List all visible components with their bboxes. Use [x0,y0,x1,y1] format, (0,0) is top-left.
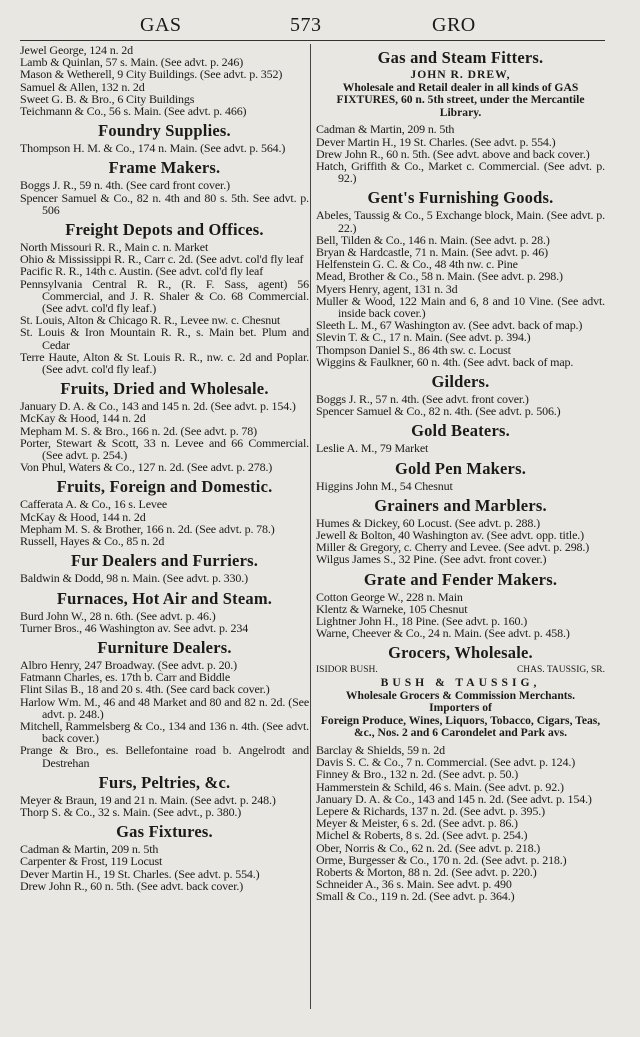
directory-entry: Lightner John H., 18 Pine. (See advt. p. 160.) [316,614,528,629]
directory-entry: Drew John R., 60 n. 5th. (See advt. above and back cover.) [316,146,590,161]
directory-entry: Samuel & Allen, 132 n. 2d [20,79,145,94]
directory-entry: Spencer Samuel & Co., 82 n. 4th. (See advt. p. 506.) [316,404,561,419]
directory-entry: Slevin T. & C., 17 n. Main. (See advt. p. 394.) [316,330,531,345]
directory-entry: Helfenstein G. C. & Co., 48 4th nw. c. Pine [316,257,518,272]
directory-entry: Cafferata A. & Co., 16 s. Levee [20,497,168,512]
directory-entry: Finney & Bro., 132 n. 2d. (See advt. p. 50.) [316,767,519,782]
directory-entry: Spencer Samuel & Co., 82 n. 4th and 80 s. 5th. See advt. p. 506 [20,190,309,217]
directory-entry: Bell, Tilden & Co., 146 n. Main. (See advt. p. 28.) [316,232,550,247]
directory-entry: Thompson H. M. & Co., 174 n. Main. (See advt. p. 564.) [20,141,286,156]
directory-entry: Meyer & Braun, 19 and 21 n. Main. (See advt. p. 248.) [20,792,276,807]
entry-list [316,744,605,903]
directory-entry: Michel & Roberts, 8 s. 2d. (See advt. p. 254.) [316,828,528,843]
section-heading: Freight Depots and Offices. [65,220,264,240]
directory-entry: Meyer & Meister, 6 s. 2d. (See advt. p. 86.) [316,816,518,831]
section-heading: Grate and Fender Makers. [363,569,558,589]
directory-entry: Cotton George W., 228 n. Main [316,589,463,604]
section-heading: Gas and Steam Fitters. [377,48,544,67]
entry-list [316,517,605,566]
directory-entry: Burd John W., 28 n. 6th. (See advt. p. 46.) [20,608,216,623]
directory-entry: January D. A. & Co., 143 and 145 n. 2d. (See advt. p. 154.) [316,791,592,806]
right-column [316,44,605,903]
directory-entry: Thompson Daniel S., 86 4th sw. c. Locust [316,342,511,357]
directory-entry: January D. A. & Co., 143 and 145 n. 2d. (See advt. p. 154.) [20,399,296,414]
entry-list [316,480,605,492]
section-heading: Grainers and Marblers. [374,495,547,515]
page-header [20,12,605,41]
section-heading: Gent's Furnishing Goods. [367,188,554,208]
entry-list [20,659,309,769]
advertisement [316,69,605,119]
directory-entry: Albro Henry, 247 Broadway. (See advt. p. 20.) [20,657,237,672]
directory-entry: Roberts & Morton, 88 n. 2d. (See advt. p. 220.) [316,865,537,880]
ad-line: Wholesale and Retail dealer in all kinds of GAS FIXTURES, 60 n. 5th street, under the Mercantile Library. [336,80,585,119]
entry-list [20,610,309,634]
directory-entry: Humes & Dickey, 60 Locust. (See advt. p. 288.) [316,515,540,530]
directory-entry: Wiggins & Faulkner, 60 n. 4th. (See advt. back of map. [316,354,574,369]
entry-list [20,400,309,473]
directory-entry: Mitchell, Rammelsberg & Co., 134 and 136 n. 4th. (See advt. back cover.) [20,718,309,746]
section-heading: Gas Fixtures. [116,822,213,842]
entry-list [20,179,309,216]
directory-entry: Myers Henry, agent, 131 n. 3d [316,281,458,296]
entry-list [20,44,309,117]
directory-entry: Mepham M. S. & Bro., 166 n. 2d. (See advt. p. 78) [20,423,257,438]
section-heading: Furs, Peltries, &c. [98,772,231,792]
ad-proprietor: ISIDOR BUSH. [316,665,378,676]
entry-list [316,591,605,640]
directory-entry: Von Phul, Waters & Co., 127 n. 2d. (See advt. p. 278.) [20,460,273,475]
ad-proprietor: CHAS. TAUSSIG, SR. [516,665,605,676]
directory-entry: Ohio & Mississippi R. R., Carr c. 2d. (See advt. col'd fly leaf [20,252,304,267]
section-heading: Furnaces, Hot Air and Steam. [56,588,273,608]
directory-entry: Lamb & Quinlan, 57 s. Main. (See advt. p. 246) [20,55,244,70]
entry-list [20,498,309,547]
directory-entry: Warne, Cheever & Co., 24 n. Main. (See advt. p. 458.) [316,626,570,641]
ad-line: Wholesale Grocers & Commission Merchants. [345,688,576,702]
directory-entry: McKay & Hood, 144 n. 2d [20,411,146,426]
directory-entry: Orme, Burgesser & Co., 170 n. 2d. (See advt. p. 218.) [316,852,567,867]
left-column [20,44,309,892]
directory-entry: Boggs J. R., 57 n. 4th. (See advt. front cover.) [316,392,529,407]
directory-entry: Bryan & Hardcastle, 71 n. Main. (See advt. p. 46) [316,245,548,259]
section-heading: Foundry Supplies. [98,121,231,141]
directory-entry: Teichmann & Co., 56 s. Main. (See advt. p. 466) [20,104,247,119]
directory-entry: Hatch, Griffith & Co., Market c. Commercial. (See advt. p. 92.) [316,158,605,186]
directory-entry: Fatmann Charles, es. 17th b. Carr and Biddle [20,670,231,685]
directory-entry: Davis S. C. & Co., 7 n. Commercial. (See advt. p. 124.) [316,755,576,770]
entry-list [20,241,309,375]
directory-entry: Muller & Wood, 122 Main and 6, 8 and 10 Vine. (See advt. inside back cover.) [316,293,605,321]
directory-entry: Jewell & Bolton, 40 Washington av. (See advt. opp. title.) [316,528,584,543]
directory-entry: Lepere & Richards, 137 n. 2d. (See advt. p. 395.) [316,804,545,819]
directory-entry: Wilgus James S., 32 Pine. (See advt. front cover.) [316,552,547,567]
section-heading: Grocers, Wholesale. [388,643,533,663]
directory-entry: Ober, Norris & Co., 62 n. 2d. (See advt. p. 218.) [316,840,541,855]
directory-entry: Barclay & Shields, 59 n. 2d [316,743,445,758]
section-heading: Fruits, Dried and Wholesale. [60,379,269,399]
directory-entry: Prange & Bro., es. Bellefontaine road b. Angelrodt and Destrehan [20,743,309,770]
entry-list [20,142,309,154]
entry-list [20,794,309,818]
section-heading: Frame Makers. [108,158,221,178]
header-right-guide-word: GRO [432,14,476,36]
directory-entry: Klentz & Warneke, 105 Chesnut [316,601,468,616]
directory-entry: Mepham M. S. & Brother, 166 n. 2d. (See advt. p. 78.) [20,521,275,536]
directory-entry: Cadman & Martin, 209 n. 5th [20,842,159,857]
directory-entry: Schneider A., 36 s. Main. See advt. p. 490 [316,877,512,892]
directory-entry: Boggs J. R., 59 n. 4th. (See card front cover.) [20,178,230,193]
directory-entry: Cadman & Martin, 209 n. 5th [316,122,455,137]
header-left-guide-word: GAS [140,14,182,36]
directory-entry: McKay & Hood, 144 n. 2d [20,509,146,524]
directory-entry: Mead, Brother & Co., 58 n. Main. (See advt. p. 298.) [316,269,563,284]
directory-entry: Jewel George, 124 n. 2d [20,43,133,57]
directory-entry: Pennsylvania Central R. R., (R. F. Sass, agent) 56 Commercial, and J. R. Shaler & Co. 68 Commercial. (See advt. col'd fly leaf.) [20,276,309,316]
directory-entry: Dever Martin H., 19 St. Charles. (See advt. p. 554.) [20,866,260,881]
entry-list [316,393,605,417]
ad-line: Importers of [429,701,492,715]
ad-line: Foreign Produce, Wines, Liquors, Tobacco, Cigars, Teas, &c., Nos. 2 and 6 Carondelet and Park avs. [320,713,601,740]
entry-list [316,123,605,184]
ad-line: JOHN R. DREW, [410,68,511,81]
directory-entry: Turner Bros., 46 Washington av. See advt. p. 234 [20,620,249,635]
directory-entry: St. Louis & Iron Mountain R. R., s. Main bet. Plum and Cedar [20,325,309,352]
directory-entry: Miller & Gregory, c. Cherry and Levee. (See advt. p. 298.) [316,540,590,555]
directory-entry: St. Louis, Alton & Chicago R. R., Levee nw. c. Chesnut [20,313,281,328]
ad-line: BUSH & TAUSSIG, [380,676,541,690]
page-number: 573 [290,14,322,36]
directory-entry: Terre Haute, Alton & St. Louis R. R., nw. c. 2d and Poplar. (See advt. col'd fly leaf.) [20,349,309,377]
section-heading: Furniture Dealers. [97,637,232,657]
directory-entry: Carpenter & Frost, 119 Locust [20,854,163,869]
directory-entry: Pacific R. R., 14th c. Austin. (See advt. col'd fly leaf [20,264,264,279]
directory-entry: Sleeth L. M., 67 Washington av. (See advt. back of map.) [316,318,583,333]
section-heading: Gold Pen Makers. [394,458,527,478]
directory-entry: Sweet G. B. & Bro., 6 City Buildings [20,91,195,106]
section-heading: Fruits, Foreign and Domestic. [56,477,273,497]
entry-list [316,209,605,368]
entry-list [316,442,605,454]
section-heading: Gilders. [431,372,490,392]
directory-entry: Drew John R., 60 n. 5th. (See advt. back cover.) [20,878,244,893]
column-divider [310,44,311,1009]
section-heading: Fur Dealers and Furriers. [70,551,259,571]
directory-entry: Small & Co., 119 n. 2d. (See advt. p. 364.) [316,889,515,904]
directory-entry: Russell, Hayes & Co., 85 n. 2d [20,534,165,549]
directory-entry: Dever Martin H., 19 St. Charles. (See advt. p. 554.) [316,134,556,149]
entry-list [20,843,309,892]
directory-entry: Abeles, Taussig & Co., 5 Exchange block, Main. (See advt. p. 22.) [316,208,605,235]
directory-entry: Mason & Wetherell, 9 City Buildings. (See advt. p. 352) [20,67,283,82]
directory-entry: Leslie A. M., 79 Market [316,441,429,456]
directory-entry: Thorp S. & Co., 32 s. Main. (See advt., p. 380.) [20,804,242,819]
directory-entry: Harlow Wm. M., 46 and 48 Market and 80 and 82 n. 2d. (See advt. p. 248.) [20,694,309,721]
section-heading: Gold Beaters. [411,421,510,441]
directory-entry: North Missouri R. R., Main c. n. Market [20,240,209,255]
advertisement [316,664,605,740]
entry-list [20,572,309,584]
directory-entry: Hammerstein & Schild, 46 s. Main. (See advt. p. 92.) [316,779,564,794]
directory-entry: Baldwin & Dodd, 98 n. Main. (See advt. p. 330.) [20,571,248,586]
directory-entry: Higgins John M., 54 Chesnut [316,478,453,493]
directory-entry: Porter, Stewart & Scott, 33 n. Levee and 66 Commercial. (See advt. p. 254.) [20,435,309,463]
directory-entry: Flint Silas B., 18 and 20 s. 4th. (See card back cover.) [20,682,270,697]
